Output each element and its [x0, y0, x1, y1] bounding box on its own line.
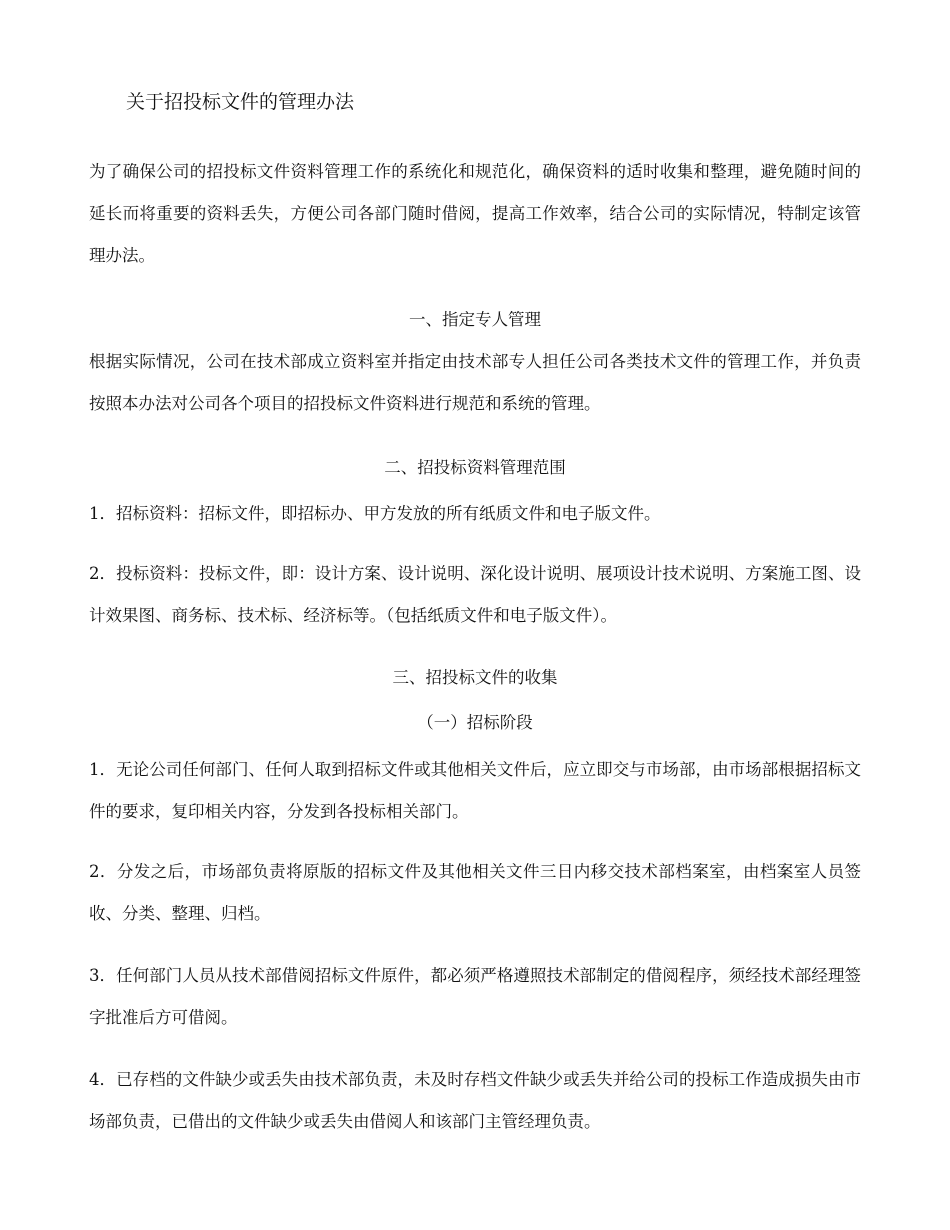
- section-1-body: 根据实际情况，公司在技术部成立资料室并指定由技术部专人担任公司各类技术文件的管理工作，并负责按照本办法对公司各个项目的招投标文件资料进行规范和系统的管理。: [89, 352, 861, 413]
- section-3-item-1: 1．无论公司任何部门、任何人取到招标文件或其他相关文件后，应立即交与市场部，由市场部根据招标文件的要求，复印相关内容，分发到各投标相关部门。: [89, 760, 861, 821]
- section-2-item-1: 1．招标资料：招标文件，即招标办、甲方发放的所有纸质文件和电子版文件。: [89, 504, 661, 523]
- section-2-heading: 二、招投标资料管理范围: [384, 458, 566, 477]
- document-title: 关于招投标文件的管理办法: [126, 91, 355, 113]
- section-2-item-2: 2．投标资料：投标文件，即：设计方案、设计说明、深化设计说明、展项设计技术说明、方案施工图、设计效果图、商务标、技术标、经济标等。（包括纸质文件和电子版文件）。: [89, 564, 861, 625]
- intro-paragraph: 为了确保公司的招投标文件资料管理工作的系统化和规范化，确保资料的适时收集和整理，避免随时间的延长而将重要的资料丢失，方便公司各部门随时借阅，提高工作效率，结合公司的实际情况，特制定该管理办法。: [89, 162, 861, 265]
- section-1-heading: 一、指定专人管理: [409, 310, 541, 329]
- section-3-heading: 三、招投标文件的收集: [392, 668, 558, 687]
- section-3-item-3: 3．任何部门人员从技术部借阅招标文件原件，都必须严格遵照技术部制定的借阅程序，须经技术部经理签字批准后方可借阅。: [89, 966, 861, 1027]
- section-3-item-4: 4．已存档的文件缺少或丢失由技术部负责，未及时存档文件缺少或丢失并给公司的投标工作造成损失由市场部负责，已借出的文件缺少或丢失由借阅人和该部门主管经理负责。: [89, 1070, 861, 1131]
- section-3-subheading: （一）招标阶段: [417, 713, 533, 732]
- section-3-item-2: 2．分发之后，市场部负责将原版的招标文件及其他相关文件三日内移交技术部档案室，由档案室人员签收、分类、整理、归档。: [89, 862, 861, 923]
